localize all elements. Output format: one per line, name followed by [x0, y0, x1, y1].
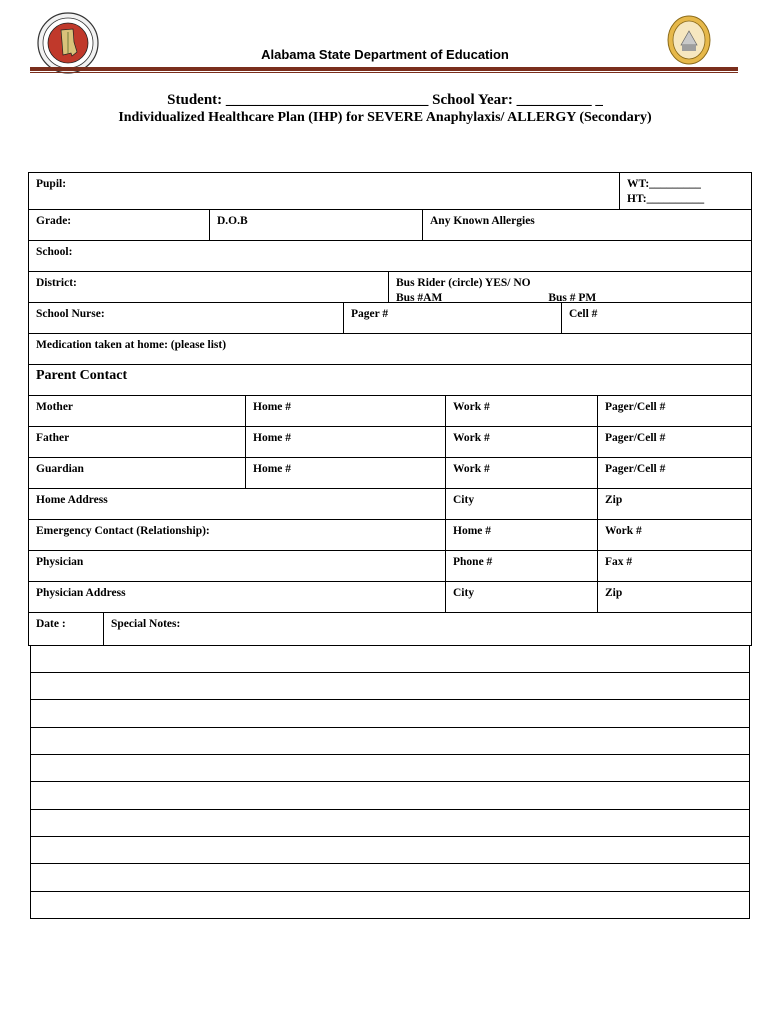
mother-field[interactable]: Mother [28, 395, 246, 427]
notes-line[interactable] [30, 754, 750, 782]
special-notes-field[interactable]: Special Notes: [103, 612, 752, 646]
father-home-field[interactable]: Home # [245, 426, 446, 458]
notes-line[interactable] [30, 836, 750, 864]
district-field[interactable]: District: [28, 271, 389, 303]
notes-line[interactable] [30, 891, 750, 919]
father-work-field[interactable]: Work # [445, 426, 598, 458]
home-address-field[interactable]: Home Address [28, 488, 446, 520]
notes-line[interactable] [30, 781, 750, 810]
guardian-work-field[interactable]: Work # [445, 457, 598, 489]
grade-field[interactable]: Grade: [28, 209, 210, 241]
emergency-contact-field[interactable]: Emergency Contact (Relationship): [28, 519, 446, 551]
father-pager-cell-field[interactable]: Pager/Cell # [597, 426, 752, 458]
allergies-field[interactable]: Any Known Allergies [422, 209, 752, 241]
notes-line[interactable] [30, 645, 750, 673]
student-school-year-line: Student: ___________________________ School Year: __________ _ [167, 92, 603, 108]
notes-line[interactable] [30, 672, 750, 700]
home-zip-field[interactable]: Zip [597, 488, 752, 520]
mother-work-field[interactable]: Work # [445, 395, 598, 427]
parent-contact-heading: Parent Contact [28, 364, 752, 396]
emergency-home-field[interactable]: Home # [445, 519, 598, 551]
physician-fax-field[interactable]: Fax # [597, 550, 752, 582]
header-rule-thick [30, 67, 738, 71]
physician-address-field[interactable]: Physician Address [28, 581, 446, 613]
weight-height-field[interactable]: WT:_________ HT:__________ [619, 172, 752, 210]
guardian-home-field[interactable]: Home # [245, 457, 446, 489]
notes-line[interactable] [30, 727, 750, 755]
notes-line[interactable] [30, 699, 750, 728]
alabama-great-seal-icon [37, 12, 99, 74]
mother-home-field[interactable]: Home # [245, 395, 446, 427]
school-nurse-field[interactable]: School Nurse: [28, 302, 344, 334]
physician-zip-field[interactable]: Zip [597, 581, 752, 613]
home-city-field[interactable]: City [445, 488, 598, 520]
plan-title: Individualized Healthcare Plan (IHP) for SEVERE Anaphylaxis/ ALLERGY (Secondary) [118, 110, 652, 125]
physician-field[interactable]: Physician [28, 550, 446, 582]
date-field[interactable]: Date : [28, 612, 104, 646]
father-field[interactable]: Father [28, 426, 246, 458]
notes-line[interactable] [30, 809, 750, 837]
mother-pager-cell-field[interactable]: Pager/Cell # [597, 395, 752, 427]
dob-field[interactable]: D.O.B [209, 209, 423, 241]
emergency-work-field[interactable]: Work # [597, 519, 752, 551]
bus-rider-field[interactable]: Bus Rider (circle) YES/ NO Bus #AM Bus # PM [388, 271, 752, 303]
header-rule-thin [30, 72, 738, 73]
school-field[interactable]: School: [28, 240, 752, 272]
pupil-field[interactable]: Pupil: [28, 172, 620, 210]
department-title: Alabama State Department of Education [261, 47, 509, 62]
physician-city-field[interactable]: City [445, 581, 598, 613]
physician-phone-field[interactable]: Phone # [445, 550, 598, 582]
cell-field[interactable]: Cell # [561, 302, 752, 334]
medication-field[interactable]: Medication taken at home: (please list) [28, 333, 752, 365]
guardian-field[interactable]: Guardian [28, 457, 246, 489]
guardian-pager-cell-field[interactable]: Pager/Cell # [597, 457, 752, 489]
notes-line[interactable] [30, 863, 750, 892]
pager-field[interactable]: Pager # [343, 302, 562, 334]
